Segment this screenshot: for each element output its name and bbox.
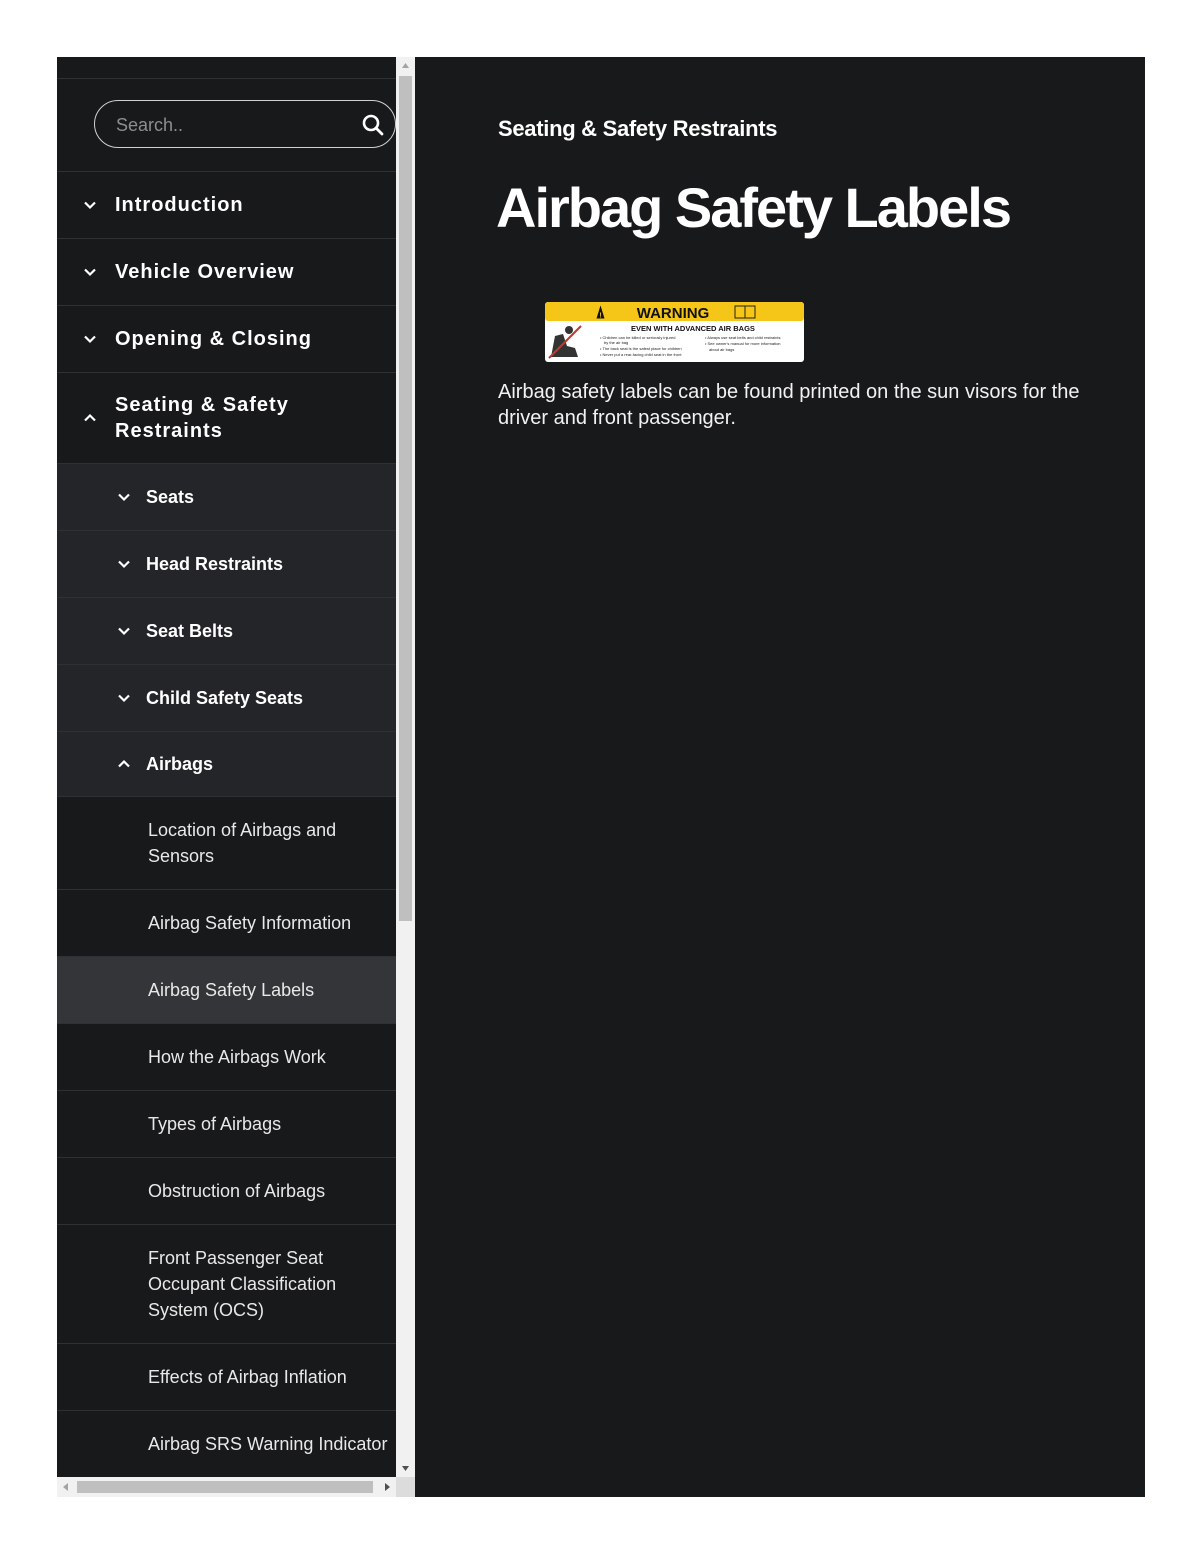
airbag-warning-label-image	[545, 302, 804, 362]
nav-seating-safety[interactable]	[57, 373, 396, 464]
svg-text:!: !	[599, 312, 602, 320]
scrollbar-thumb[interactable]	[399, 76, 412, 921]
nav-label: Obstruction of Airbags	[148, 1181, 326, 1201]
warning-right-line: • See owner's manual for more information	[705, 341, 781, 346]
chevron-up-icon	[115, 755, 133, 773]
nav-label: Effects of Airbag Inflation	[148, 1367, 347, 1387]
nav-how-airbags-work[interactable]	[57, 1024, 396, 1091]
scrollbar-thumb[interactable]	[77, 1481, 373, 1493]
warning-right-line: • Always use seat belts and child restraints	[705, 335, 781, 340]
warning-left-line: • The back seat is the safest place for children	[600, 346, 682, 351]
chevron-down-icon	[115, 689, 133, 707]
warning-subheader: EVEN WITH ADVANCED AIR BAGS	[631, 324, 755, 333]
nav-airbag-safety-labels[interactable]	[57, 957, 396, 1024]
nav-label: Types of Airbags	[148, 1114, 282, 1134]
warning-left-line: by the air bag	[604, 340, 629, 345]
search-box[interactable]	[94, 100, 396, 148]
nav-label: Seat Belts	[146, 620, 234, 641]
page-description: Airbag safety labels can be found printed on the sun visors for the driver and front passenger.	[498, 381, 1080, 429]
chevron-up-icon	[81, 409, 99, 427]
warning-header: WARNING	[636, 305, 710, 322]
child-seat-pictogram-icon	[548, 325, 582, 359]
main-content	[415, 57, 1145, 1497]
nav-types-airbags[interactable]	[57, 1091, 396, 1158]
nav-label: Introduction	[115, 194, 244, 216]
nav-label: Airbag Safety Information	[148, 913, 352, 933]
scroll-left-arrow-icon[interactable]	[57, 1477, 74, 1497]
chevron-down-icon	[81, 196, 99, 214]
nav-head-restraints[interactable]	[57, 531, 396, 598]
scroll-right-arrow-icon[interactable]	[379, 1477, 396, 1497]
breadcrumb[interactable]: Seating & Safety Restraints	[498, 116, 778, 141]
nav-label: Airbag SRS Warning Indicator	[148, 1434, 388, 1454]
chevron-down-icon	[115, 622, 133, 640]
chevron-down-icon	[81, 263, 99, 281]
sidebar-nav	[57, 57, 396, 1477]
scroll-down-arrow-icon[interactable]	[396, 1460, 415, 1477]
nav-seats[interactable]	[57, 464, 396, 531]
chevron-down-icon	[81, 330, 99, 348]
nav-seat-belts[interactable]	[57, 598, 396, 665]
nav-location-airbags[interactable]	[57, 797, 396, 890]
nav-vehicle-overview[interactable]	[57, 239, 396, 306]
scroll-up-arrow-icon[interactable]	[396, 57, 415, 74]
chevron-down-icon	[115, 555, 133, 573]
nav-label: Opening & Closing	[115, 328, 312, 350]
nav-srs-warning[interactable]	[57, 1411, 396, 1477]
sidebar-top-strip	[57, 57, 396, 79]
nav-label: Front Passenger Seat Occupant Classification System (OCS)	[148, 1248, 337, 1320]
nav-label: Child Safety Seats	[146, 687, 304, 708]
nav-opening-closing[interactable]	[57, 306, 396, 373]
nav-front-passenger-ocs[interactable]	[57, 1225, 396, 1344]
nav-child-safety-seats[interactable]	[57, 665, 396, 732]
nav-label: How the Airbags Work	[148, 1047, 326, 1067]
warning-left-line: • Never put a rear-facing child seat in the front	[600, 352, 682, 357]
nav-label: Airbags	[146, 753, 214, 774]
search-area	[57, 79, 396, 172]
search-input[interactable]	[114, 111, 348, 139]
nav-effects-inflation[interactable]	[57, 1344, 396, 1411]
nav-introduction[interactable]	[57, 172, 396, 239]
nav-label: Seats	[146, 486, 195, 507]
warning-left-line: • Children can be killed or seriously injured	[600, 335, 676, 340]
search-icon[interactable]	[361, 113, 385, 137]
chevron-down-icon	[115, 488, 133, 506]
warning-right-line: about air bags	[709, 347, 735, 352]
page-title: Airbag Safety Labels	[496, 176, 1010, 239]
nav-label: Vehicle Overview	[115, 261, 295, 283]
nav-label: Head Restraints	[146, 553, 284, 574]
vertical-scrollbar[interactable]	[396, 57, 415, 1477]
scrollbar-corner	[396, 1477, 415, 1497]
nav-airbag-safety-info[interactable]	[57, 890, 396, 957]
nav-airbags[interactable]	[57, 732, 396, 797]
horizontal-scrollbar[interactable]	[57, 1477, 396, 1497]
nav-label: Location of Airbags and Sensors	[148, 820, 337, 866]
nav-obstruction-airbags[interactable]	[57, 1158, 396, 1225]
nav-label: Airbag Safety Labels	[148, 980, 315, 1000]
nav-label: Seating & Safety Restraints	[115, 394, 289, 442]
